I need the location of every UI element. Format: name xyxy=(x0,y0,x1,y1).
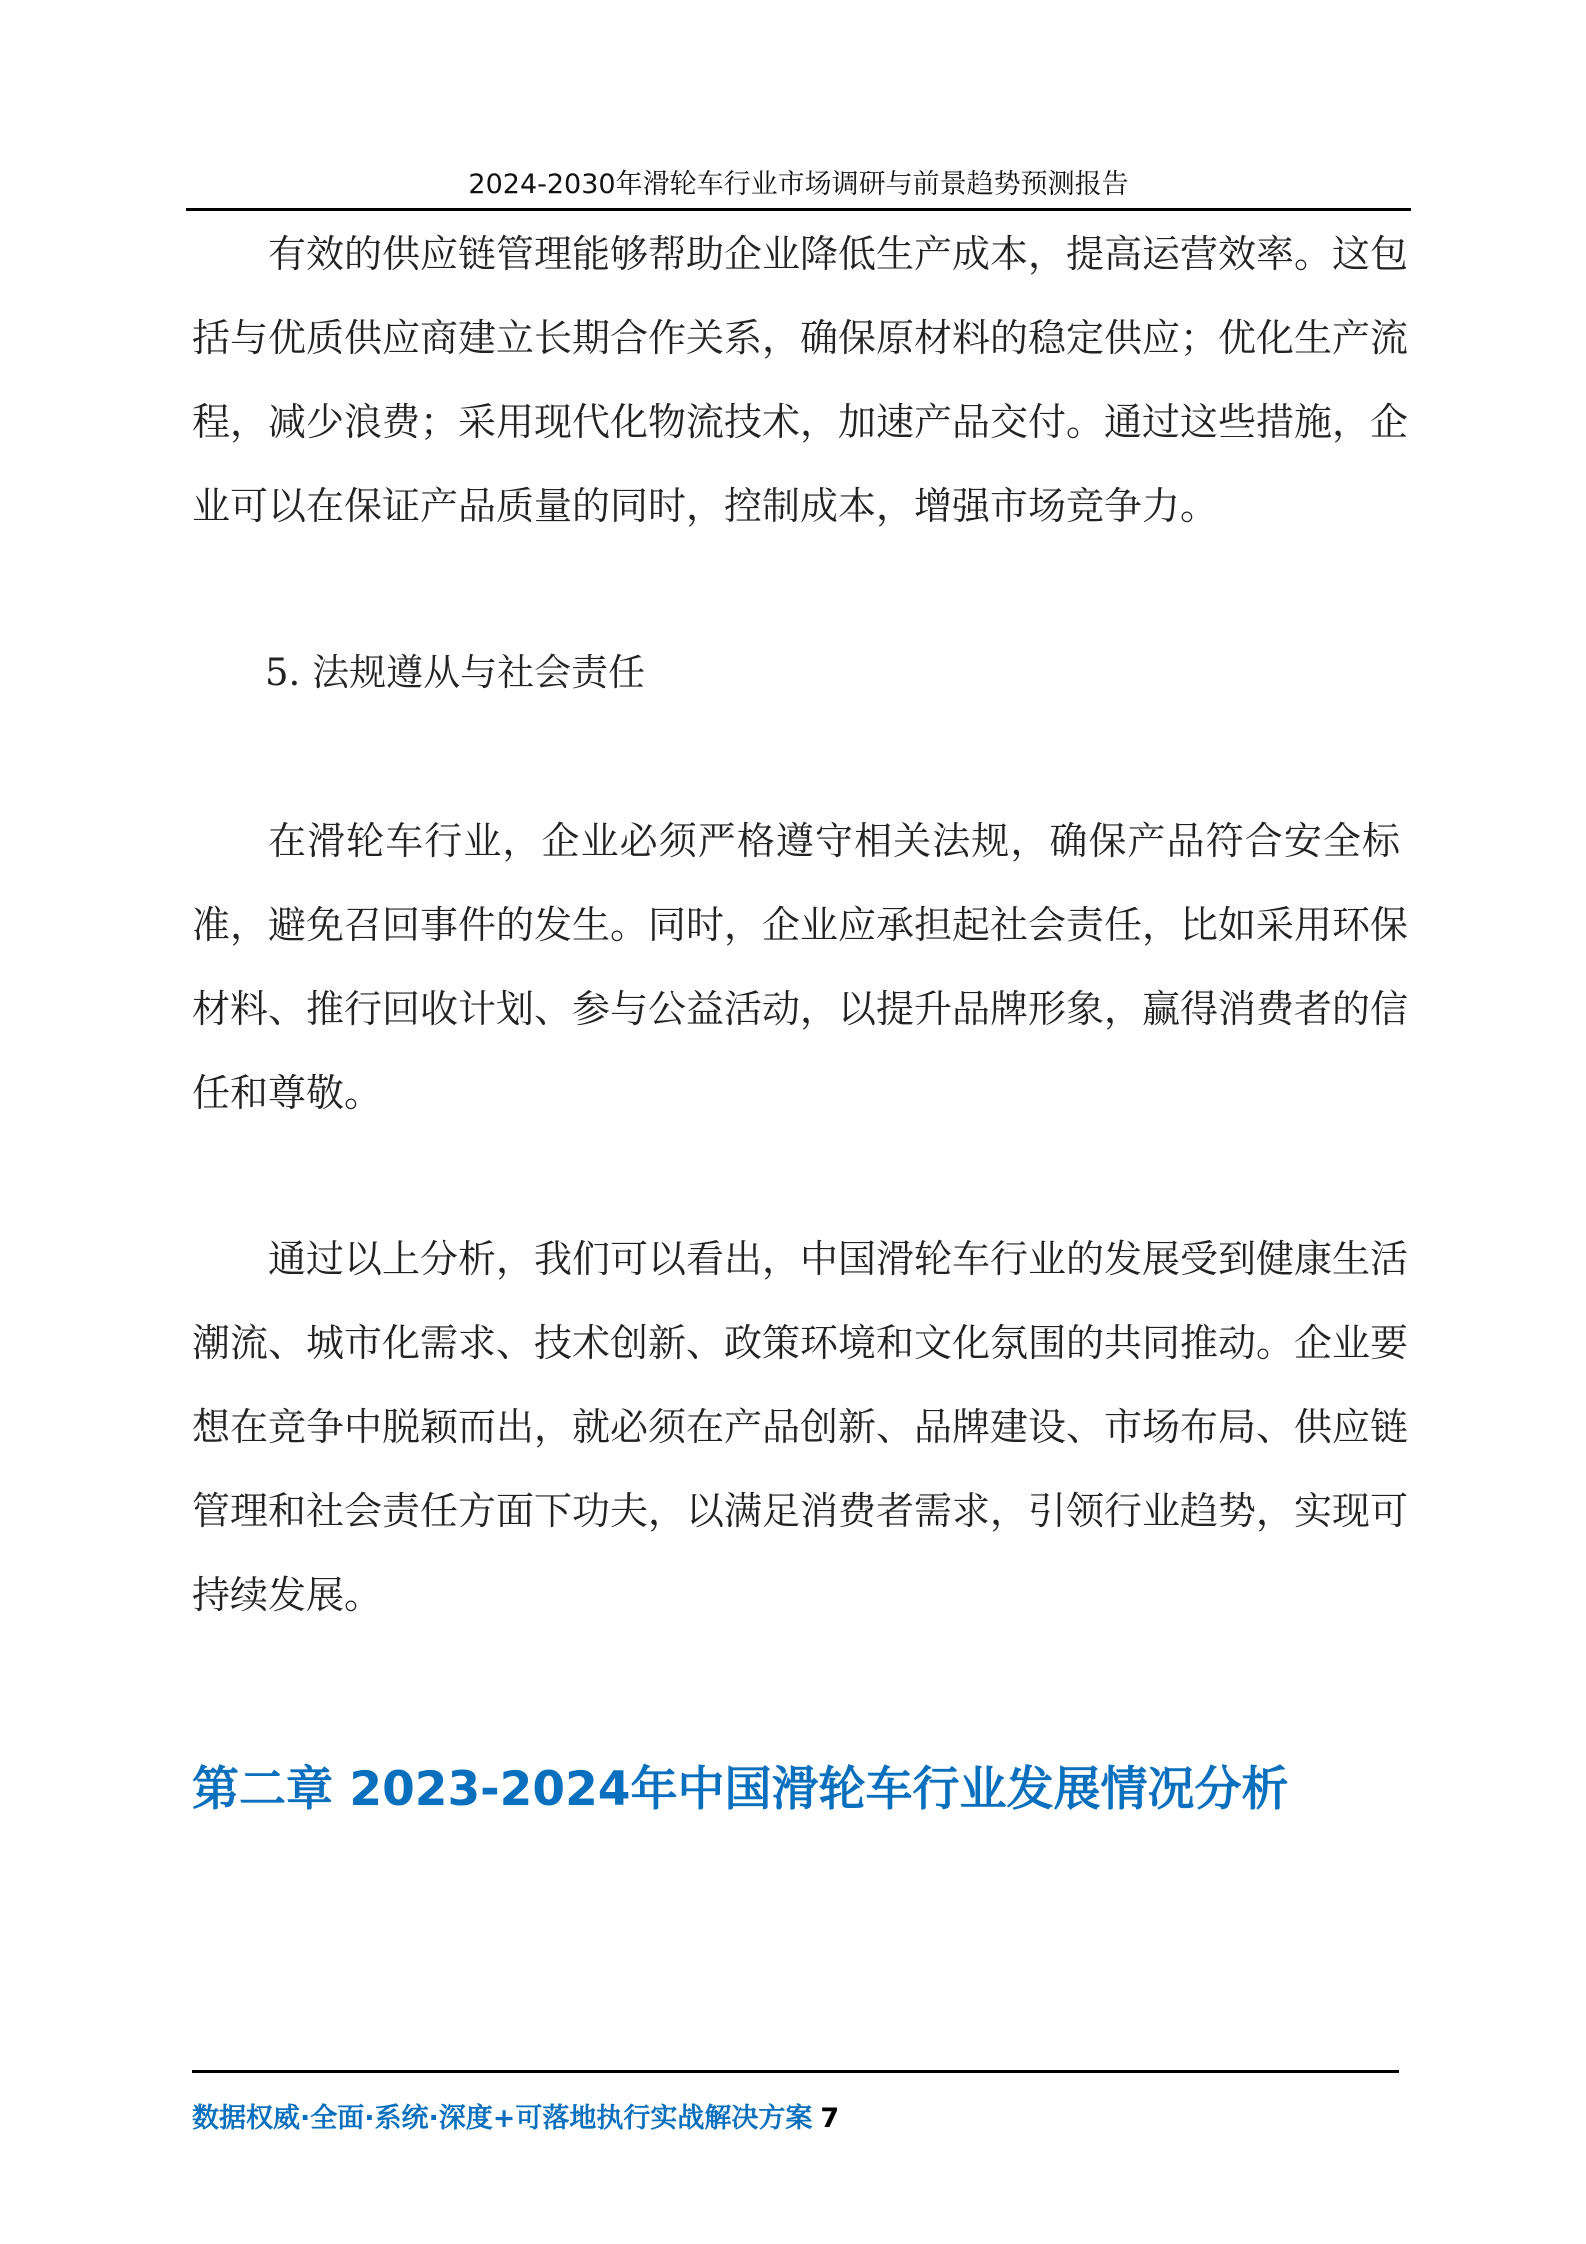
text-line: 管理和社会责任方面下功夫，以满足消费者需求，引领行业趋势，实现可 xyxy=(192,1489,1409,1533)
text-line: 想在竞争中脱颖而出，就必须在产品创新、品牌建设、市场布局、供应链 xyxy=(192,1405,1409,1449)
text-line: 业可以在保证产品质量的同时，控制成本，增强市场竞争力。 xyxy=(192,484,1219,528)
paragraph-compliance xyxy=(192,799,1409,1135)
running-header: 2024-2030年滑轮车行业市场调研与前景趋势预测报告 xyxy=(468,169,1129,200)
text-line: 任和尊敬。 xyxy=(192,1071,383,1115)
text-line: 程，减少浪费；采用现代化物流技术，加速产品交付。通过这些措施，企 xyxy=(192,400,1409,444)
paragraph-summary xyxy=(192,1217,1409,1637)
footer-slogan: 数据权威·全面·系统·深度+可落地执行实战解决方案 xyxy=(192,2103,813,2134)
text-line: 准，避免召回事件的发生。同时，企业应承担起社会责任，比如采用环保 xyxy=(192,903,1409,947)
footer xyxy=(192,2096,839,2135)
text-line: 材料、推行回收计划、参与公益活动，以提升品牌形象，赢得消费者的信 xyxy=(192,987,1409,1031)
text-line: 括与优质供应商建立长期合作关系，确保原材料的稳定供应；优化生产流 xyxy=(192,316,1409,360)
text-line: 持续发展。 xyxy=(192,1573,383,1617)
footer-divider xyxy=(192,2070,1399,2073)
header-divider xyxy=(186,208,1411,211)
text-line: 在滑轮车行业，企业必须严格遵守相关法规，确保产品符合安全标 xyxy=(268,819,1400,863)
text-line: 通过以上分析，我们可以看出，中国滑轮车行业的发展受到健康生活 xyxy=(268,1237,1409,1281)
text-line: 有效的供应链管理能够帮助企业降低生产成本，提高运营效率。这包 xyxy=(268,232,1409,276)
section-subheading: 5. 法规遵从与社会责任 xyxy=(265,651,646,694)
paragraph-supply-chain xyxy=(192,212,1409,548)
page-number: 7 xyxy=(820,2103,840,2134)
chapter-heading: 第二章 2023-2024年中国滑轮车行业发展情况分析 xyxy=(192,1762,1289,1817)
text-line: 潮流、城市化需求、技术创新、政策环境和文化氛围的共同推动。企业要 xyxy=(192,1321,1409,1365)
